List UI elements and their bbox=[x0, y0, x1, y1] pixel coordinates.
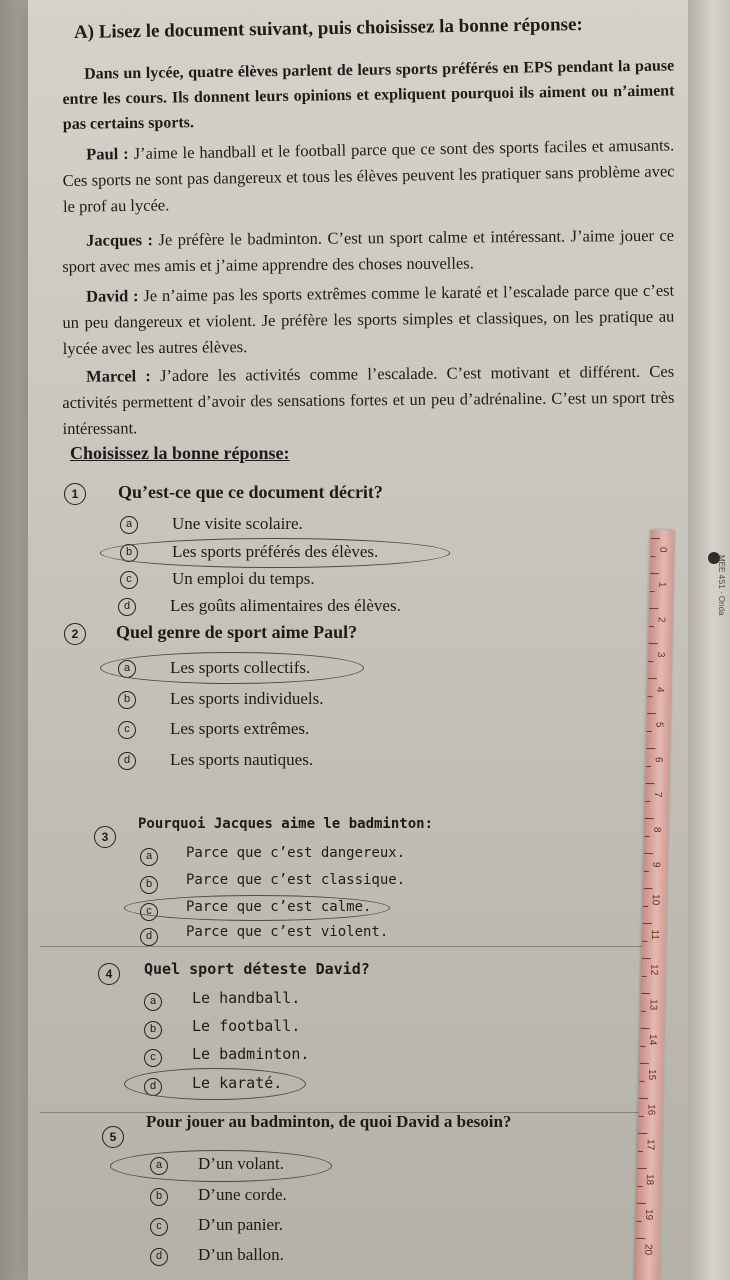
ruler-number: 1 bbox=[656, 581, 668, 588]
question-number: 1 bbox=[64, 483, 86, 505]
paul-text: J’aime le handball et le football parce que ce sont des sports faciles et amusants. Ces sports ne sont pas dangereux et tous les élèves peuvent les pratiquer sans problème avec le prof au lycée. bbox=[62, 135, 675, 216]
choose-heading: Choisissez la bonne réponse: bbox=[70, 443, 290, 463]
marcel-text: J’adore les activités comme l’escalade. C’est motivant et différent. Ces activités permettent d’avoir des sensations fortes et un peu d’adrénaline. C’est un sport très intéressant. bbox=[62, 361, 675, 438]
ruler-tick bbox=[645, 800, 650, 801]
option-text[interactable]: Les sports extrêmes. bbox=[170, 719, 310, 738]
option-letter: c bbox=[150, 1218, 168, 1236]
ruler-tick bbox=[651, 538, 660, 539]
ruler-tick bbox=[642, 940, 647, 941]
option-text[interactable]: Le football. bbox=[192, 1017, 301, 1035]
section-divider bbox=[40, 946, 646, 947]
option-letter: c bbox=[118, 721, 136, 739]
stamp-text: MEE 4S1 · Onda bbox=[717, 555, 726, 616]
jacques-text: Je préfère le badminton. C’est un sport calme et intéressant. J’aime jouer ce sport avec mes amis et j’aime apprendre des choses nouvelles. bbox=[62, 225, 675, 276]
ruler-tick bbox=[645, 818, 654, 819]
ruler-number: 4 bbox=[654, 686, 666, 693]
option-text[interactable]: Un emploi du temps. bbox=[172, 569, 315, 588]
ruler-number: 17 bbox=[644, 1138, 656, 1151]
ruler-tick bbox=[646, 783, 655, 784]
david-text: Je n’aime pas les sports extrêmes comme le karaté et l’escalade parce que c’est un peu dangereux et violent. Je préfère les sports simples et classiques, on les pratique au lycée avec les autres élèves. bbox=[62, 280, 675, 358]
ruler-tick bbox=[647, 730, 652, 731]
ruler-number: 2 bbox=[655, 616, 667, 623]
paragraph-paul bbox=[62, 132, 675, 220]
ruler-tick bbox=[649, 608, 658, 609]
option-text[interactable]: Le karaté. bbox=[192, 1074, 283, 1092]
ruler-tick bbox=[639, 1115, 644, 1116]
ruler-tick bbox=[643, 888, 652, 889]
question-text: Qu’est-ce que ce document décrit? bbox=[118, 482, 383, 502]
option-letter: a bbox=[118, 660, 136, 678]
ruler-number: 6 bbox=[652, 756, 664, 763]
ruler-number: 15 bbox=[645, 1068, 658, 1081]
option-text[interactable]: Le badminton. bbox=[192, 1045, 310, 1063]
ruler-tick bbox=[647, 713, 656, 714]
ruler-tick bbox=[636, 1238, 645, 1239]
option-text[interactable]: Parce que c’est calme. bbox=[186, 899, 372, 915]
option-letter: b bbox=[150, 1188, 168, 1206]
option-text[interactable]: Les sports collectifs. bbox=[170, 658, 311, 677]
ruler-tick bbox=[649, 625, 654, 626]
ruler-number: 0 bbox=[657, 546, 669, 553]
option-text[interactable]: D’un panier. bbox=[198, 1215, 283, 1234]
option-letter: b bbox=[118, 691, 136, 709]
option-letter: a bbox=[120, 516, 138, 534]
option-text[interactable]: Parce que c’est dangereux. bbox=[186, 845, 406, 861]
option-text[interactable]: Les sports nautiques. bbox=[170, 750, 314, 769]
ruler-number: 12 bbox=[648, 963, 660, 976]
ruler-tick bbox=[640, 1045, 645, 1046]
paragraph-jacques bbox=[62, 223, 674, 280]
speaker-david: David : bbox=[86, 286, 139, 306]
ruler-tick bbox=[643, 905, 648, 906]
option-letter: a bbox=[144, 993, 162, 1011]
ruler-tick bbox=[648, 678, 657, 679]
option-text[interactable]: D’un volant. bbox=[198, 1154, 284, 1173]
ruler-tick bbox=[641, 1028, 650, 1029]
question-text: Quel genre de sport aime Paul? bbox=[116, 622, 358, 642]
speaker-jacques: Jacques : bbox=[86, 230, 154, 250]
ruler-tick bbox=[638, 1150, 643, 1151]
ruler-tick bbox=[641, 1010, 646, 1011]
ruler-tick bbox=[638, 1168, 647, 1169]
ruler-tick bbox=[637, 1220, 642, 1221]
ruler-tick bbox=[638, 1133, 647, 1134]
ruler-number: 18 bbox=[643, 1173, 656, 1186]
ruler-number: 16 bbox=[645, 1103, 657, 1116]
option-text[interactable]: Le handball. bbox=[192, 989, 301, 1007]
exercise-title: A) Lisez le document suivant, puis choisissez la bonne réponse: bbox=[73, 14, 583, 43]
ruler-number: 9 bbox=[650, 861, 662, 868]
ruler-number: 3 bbox=[654, 651, 666, 658]
ruler-tick bbox=[649, 643, 658, 644]
option-letter: d bbox=[144, 1078, 162, 1096]
ruler-tick bbox=[637, 1203, 646, 1204]
ruler-number: 19 bbox=[643, 1208, 655, 1221]
page-edge-left bbox=[0, 0, 28, 1280]
question-text: Pourquoi Jacques aime le badminton: bbox=[138, 816, 434, 832]
ruler-tick bbox=[648, 695, 653, 696]
ruler-number: 10 bbox=[649, 893, 661, 906]
option-text[interactable]: Une visite scolaire. bbox=[172, 514, 303, 533]
option-letter: b bbox=[120, 544, 138, 562]
option-text[interactable]: D’un ballon. bbox=[198, 1245, 284, 1264]
option-letter: c bbox=[140, 903, 158, 921]
option-text[interactable]: Parce que c’est violent. bbox=[186, 924, 389, 940]
intro-paragraph: Dans un lycée, quatre élèves parlent de leurs sports préférés en EPS pendant la pause entre les cours. Ils donnent leurs opinions et expliquent pourquoi ils aiment ou n’aiment pas certains sports. bbox=[62, 57, 675, 133]
ruler-tick bbox=[650, 555, 655, 556]
option-text[interactable]: D’une corde. bbox=[198, 1185, 287, 1204]
option-letter: d bbox=[140, 928, 158, 946]
ruler-tick bbox=[646, 748, 655, 749]
ruler-tick bbox=[640, 1063, 649, 1064]
ruler-number: 11 bbox=[648, 929, 661, 940]
ruler-tick bbox=[650, 590, 655, 591]
ruler-tick bbox=[648, 660, 653, 661]
paragraph-marcel bbox=[62, 359, 675, 442]
ruler-number: 13 bbox=[647, 998, 659, 1011]
option-text[interactable]: Les sports préférés des élèves. bbox=[172, 542, 379, 561]
option-text[interactable]: Les sports individuels. bbox=[170, 689, 324, 708]
option-text[interactable]: Les goûts alimentaires des élèves. bbox=[170, 596, 401, 615]
option-letter: d bbox=[150, 1248, 168, 1266]
question-number: 4 bbox=[98, 963, 120, 985]
ruler-tick bbox=[642, 975, 647, 976]
ruler-tick bbox=[645, 835, 650, 836]
ruler-number: 20 bbox=[642, 1243, 654, 1256]
option-text[interactable]: Parce que c’est classique. bbox=[186, 872, 406, 888]
ruler-tick bbox=[644, 870, 649, 871]
option-letter: c bbox=[144, 1049, 162, 1067]
question-number: 2 bbox=[64, 623, 86, 645]
option-letter: c bbox=[120, 571, 138, 589]
option-letter: d bbox=[118, 598, 136, 616]
ruler-tick bbox=[650, 573, 659, 574]
option-letter: b bbox=[144, 1021, 162, 1039]
ruler-number: 14 bbox=[646, 1033, 658, 1046]
ruler-number: 8 bbox=[651, 826, 663, 833]
ruler-tick bbox=[643, 923, 652, 924]
ruler-tick bbox=[637, 1185, 642, 1186]
ruler-tick bbox=[644, 853, 653, 854]
ruler-number: 5 bbox=[653, 721, 665, 728]
ruler-number: 7 bbox=[651, 791, 664, 798]
question-text: Pour jouer au badminton, de quoi David a besoin? bbox=[146, 1112, 512, 1131]
question-number: 3 bbox=[94, 826, 116, 848]
ruler-tick bbox=[639, 1098, 648, 1099]
ruler-tick bbox=[641, 993, 650, 994]
question-number: 5 bbox=[102, 1126, 124, 1148]
option-letter: a bbox=[140, 848, 158, 866]
speaker-paul: Paul : bbox=[86, 143, 129, 164]
speaker-marcel: Marcel : bbox=[86, 366, 151, 386]
option-letter: d bbox=[118, 752, 136, 770]
option-letter: b bbox=[140, 876, 158, 894]
option-letter: a bbox=[150, 1157, 168, 1175]
ruler-tick bbox=[639, 1080, 644, 1081]
question-text: Quel sport déteste David? bbox=[144, 960, 370, 978]
paragraph-david bbox=[62, 278, 675, 362]
ruler-tick bbox=[642, 958, 651, 959]
ruler-tick bbox=[646, 765, 651, 766]
